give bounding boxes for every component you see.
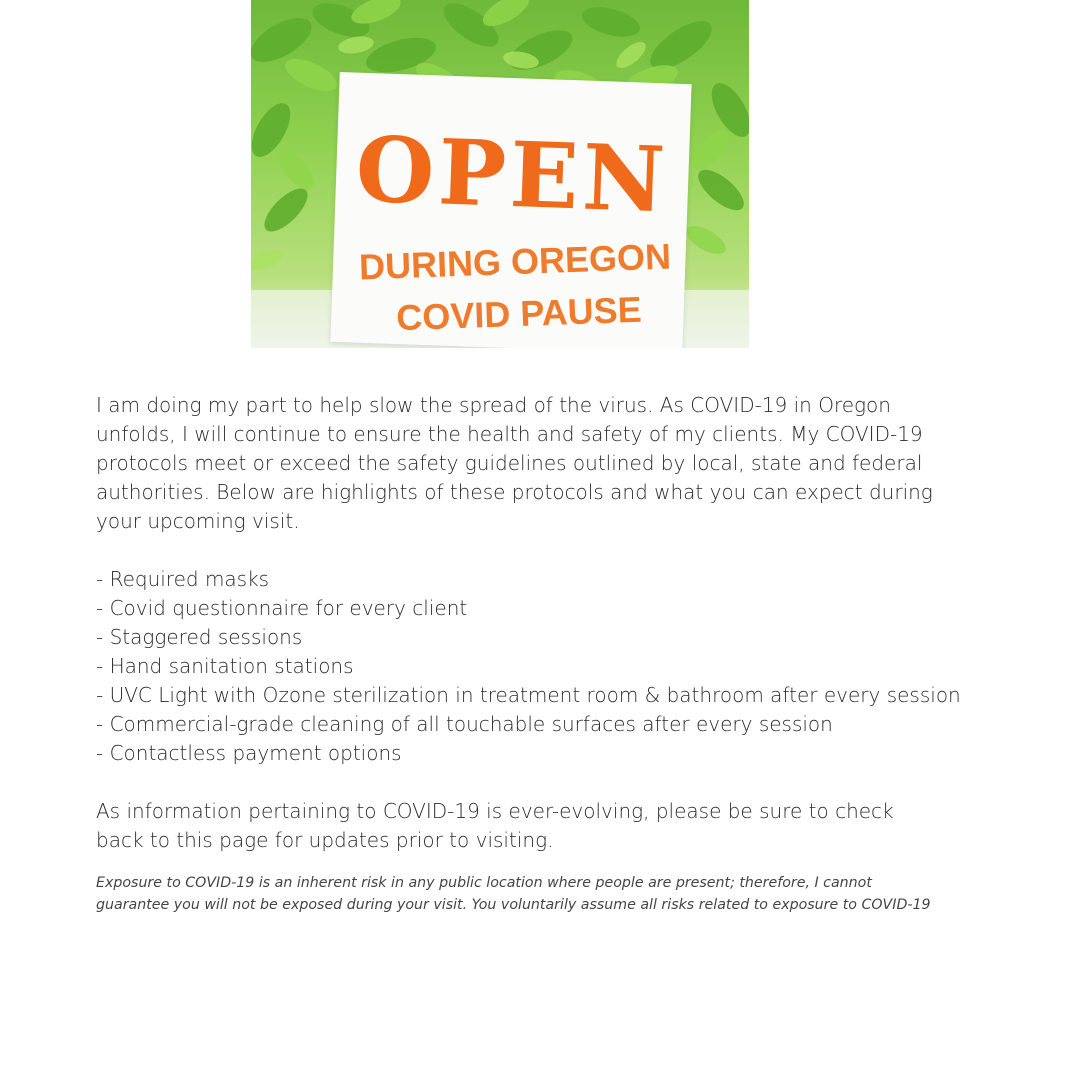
- list-item: - Hand sanitation stations: [96, 654, 354, 678]
- banner-subtitle-line1: DURING OREGON: [358, 235, 672, 288]
- intro-paragraph: I am doing my part to help slow the spread of the virus. As COVID-19 in Oregon unfolds, I will continue to ensure the health and safety of my clients. My COVID-19 protocols meet or exceed the safety guidelines outlined by local, state and federal authorities. Below are highlights of these protocols and what you can expect during your upcoming visit.: [96, 393, 933, 533]
- update-note: As information pertaining to COVID-19 is ever-evolving, please be sure to check back to this page for updates prior to visiting.: [96, 799, 894, 852]
- banner-subtitle-line2: COVID PAUSE: [395, 288, 643, 339]
- list-item: - Staggered sessions: [96, 625, 303, 649]
- main-content: [96, 391, 961, 916]
- disclaimer-text: Exposure to COVID-19 is an inherent risk in any public location where people are present; therefore, I cannot guarantee you will not be exposed during your visit. You voluntarily assume all risks related to exposure to COVID-19: [96, 875, 931, 913]
- list-item: - Covid questionnaire for every client: [96, 596, 468, 620]
- protocol-list: [96, 565, 961, 768]
- list-item: - UVC Light with Ozone sterilization in treatment room & bathroom after every session: [96, 683, 961, 707]
- open-sign-banner-image: [251, 0, 749, 348]
- list-item: - Required masks: [96, 567, 270, 591]
- open-heading: OPEN: [354, 116, 671, 234]
- list-item: - Contactless payment options: [96, 741, 402, 765]
- list-item: - Commercial-grade cleaning of all touchable surfaces after every session: [96, 712, 833, 736]
